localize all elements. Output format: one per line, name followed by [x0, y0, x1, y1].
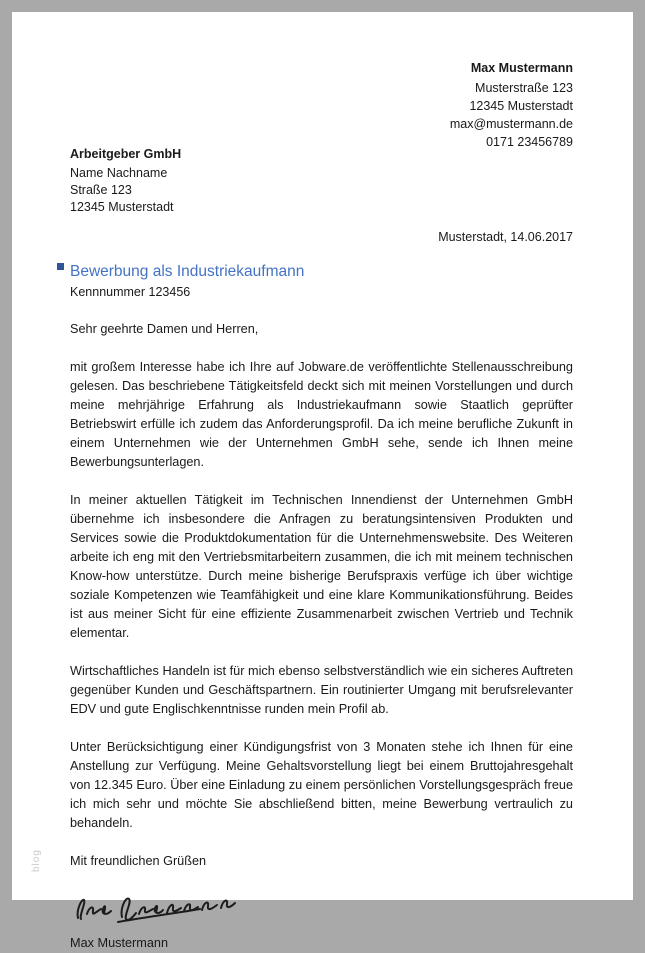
sender-name: Max Mustermann: [470, 61, 573, 75]
recipient-street: Straße 123: [70, 183, 132, 197]
recipient-contact: Name Nachname: [70, 166, 168, 180]
subject-reference: Kennnummer 123456: [70, 285, 191, 299]
handwritten-signature: [70, 890, 240, 930]
sender-email: max@mustermann.de: [449, 117, 573, 131]
salutation: Sehr geehrte Damen und Herren,: [70, 322, 259, 336]
signature-name: Max Mustermann: [70, 936, 169, 950]
recipient-name: Arbeitgeber GmbH: [70, 147, 182, 161]
subject-bullet-square-icon: [57, 263, 64, 270]
body-paragraph-1: mit großem Interesse habe ich Ihre auf Jobware.de veröffentlichte Stellenausschreibung gelesen. Das beschriebene Tätigkeitsfeld deckt sich mit meinen Vorstellungen und durch meine mehrjährige Erfahrung als Industriekaufmann sowie Staatlich geprüfter Betriebswirt erfülle ich zudem das Anforderungsprofil. Da ich meine berufliche Zukunft in einem Unternehmen wie der Unternehmen GmbH sehe, sende ich Ihnen meine Bewerbungsunterlagen.: [70, 360, 573, 469]
body-paragraph-2: In meiner aktuellen Tätigkeit im Technischen Innendienst der Unternehmen GmbH übernehme ich insbesondere die Anfragen zu beratungsintensiven Produkten und Services sowie die Produktdokumentation für die Unternehmenswebsite. Des Weiteren arbeite ich eng mit den Vertriebsmitarbeitern zusammen, die ich mit meinem technischen Know-how unterstütze. Durch meine bisherige Berufspraxis verfüge ich über wichtige soziale Kompetenzen wie Teamfähigkeit und eine klare Kommunikationsführung. Beides ist aus meiner Sicht für eine effiziente Zusammenarbeit zwischen Vertrieb und Technik elementar.: [70, 493, 573, 640]
subject-title-text: Bewerbung als Industriekaufmann: [70, 263, 305, 280]
subject-title: [70, 262, 573, 282]
date-line: Musterstadt, 14.06.2017: [438, 230, 573, 244]
recipient-address-block: [70, 146, 181, 216]
sender-phone: 0171 23456789: [486, 135, 573, 149]
watermark-text: blog: [31, 849, 42, 872]
closing-line: Mit freundlichen Grüßen: [70, 854, 207, 868]
signature-area: [70, 890, 573, 934]
sender-street: Musterstraße 123: [475, 81, 573, 95]
letter-page: [12, 12, 633, 950]
body-paragraph-4: Unter Berücksichtigung einer Kündigungsfrist von 3 Monaten stehe ich Ihnen für eine Anstellung zur Verfügung. Meine Gehaltsvorstellung liegt bei einem Bruttojahresgehalt von 12.345 Euro. Über eine Einladung zu einem persönlichen Vorstellungsgespräch freue ich mich sehr und möchte Sie abschließend bitten, meine Bewerbung vertraulich zu behandeln.: [70, 740, 573, 830]
subject-block: [70, 262, 573, 299]
sender-address-block: [450, 59, 573, 151]
letter-body: [70, 320, 573, 953]
sender-city: 12345 Musterstadt: [469, 99, 573, 113]
recipient-city: 12345 Musterstadt: [70, 200, 174, 214]
body-paragraph-3: Wirtschaftliches Handeln ist für mich ebenso selbstverständlich wie ein sicheres Auftreten gegenüber Kunden und Geschäftspartnern. Ein routinierter Umgang mit berufsrelevanter EDV und gute Englischkenntnisse runden mein Profil ab.: [70, 664, 573, 716]
